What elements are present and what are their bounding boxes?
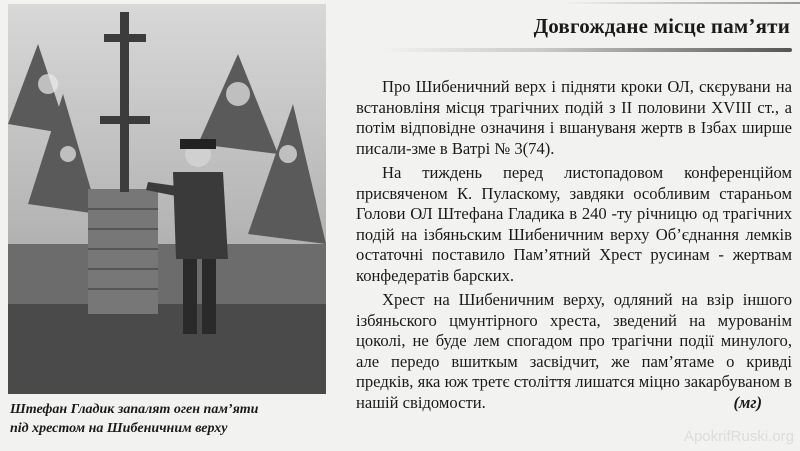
caption-line-2: під хрестом на Шибеничним верху (10, 421, 228, 436)
article-body (356, 77, 792, 417)
paragraph-1: Про Шибеничний верх і підняти кроки ОЛ, скєрувани на встановліня місця трагічних подій з ІІ половини XVIII ст., а потім відповідне означиня і вшануваня жертв в Ізбах ширше писали-зме в Ватрі № 3(74). (356, 77, 792, 158)
photo-illustration (8, 4, 326, 394)
paragraph-3 (356, 290, 792, 413)
paragraph-3-text: Хрест на Шибеничним верху, одляний на взір іншого ізбяньского цмунтірного хреста, зведений на мурованім цоколі, не буде лем спогадом про трагічни події минулого, але передо вшиткым засвідчит, же пам’ятаме о кривді предків, яка юж третє століття лишатся міцно закарбуваном в нашій свідомости. (356, 290, 792, 412)
paragraph-2: На тиждень перед листопадовом конференційом присвяченом К. Пуласкому, завдяки особливим стараньом Голови ОЛ Штефана Гладика в 240 -ту річницю од трагічних подій на ізбяньским Шибеничним верху Об’єднання лемків остаточні поставило Пам’ятний Хрест русинам - жертвам конфедератів барских. (356, 163, 792, 285)
photo-caption (10, 400, 330, 438)
author-signature: (мг) (733, 392, 762, 412)
article-title: Довгождане місце пам’яти (533, 14, 790, 38)
top-rule (560, 2, 800, 4)
title-underline (380, 48, 792, 52)
watermark: ApokrifRuski.org (683, 428, 794, 445)
caption-line-1: Штефан Гладик запалят оген пам’яти (10, 402, 259, 417)
article-photo (8, 4, 326, 394)
